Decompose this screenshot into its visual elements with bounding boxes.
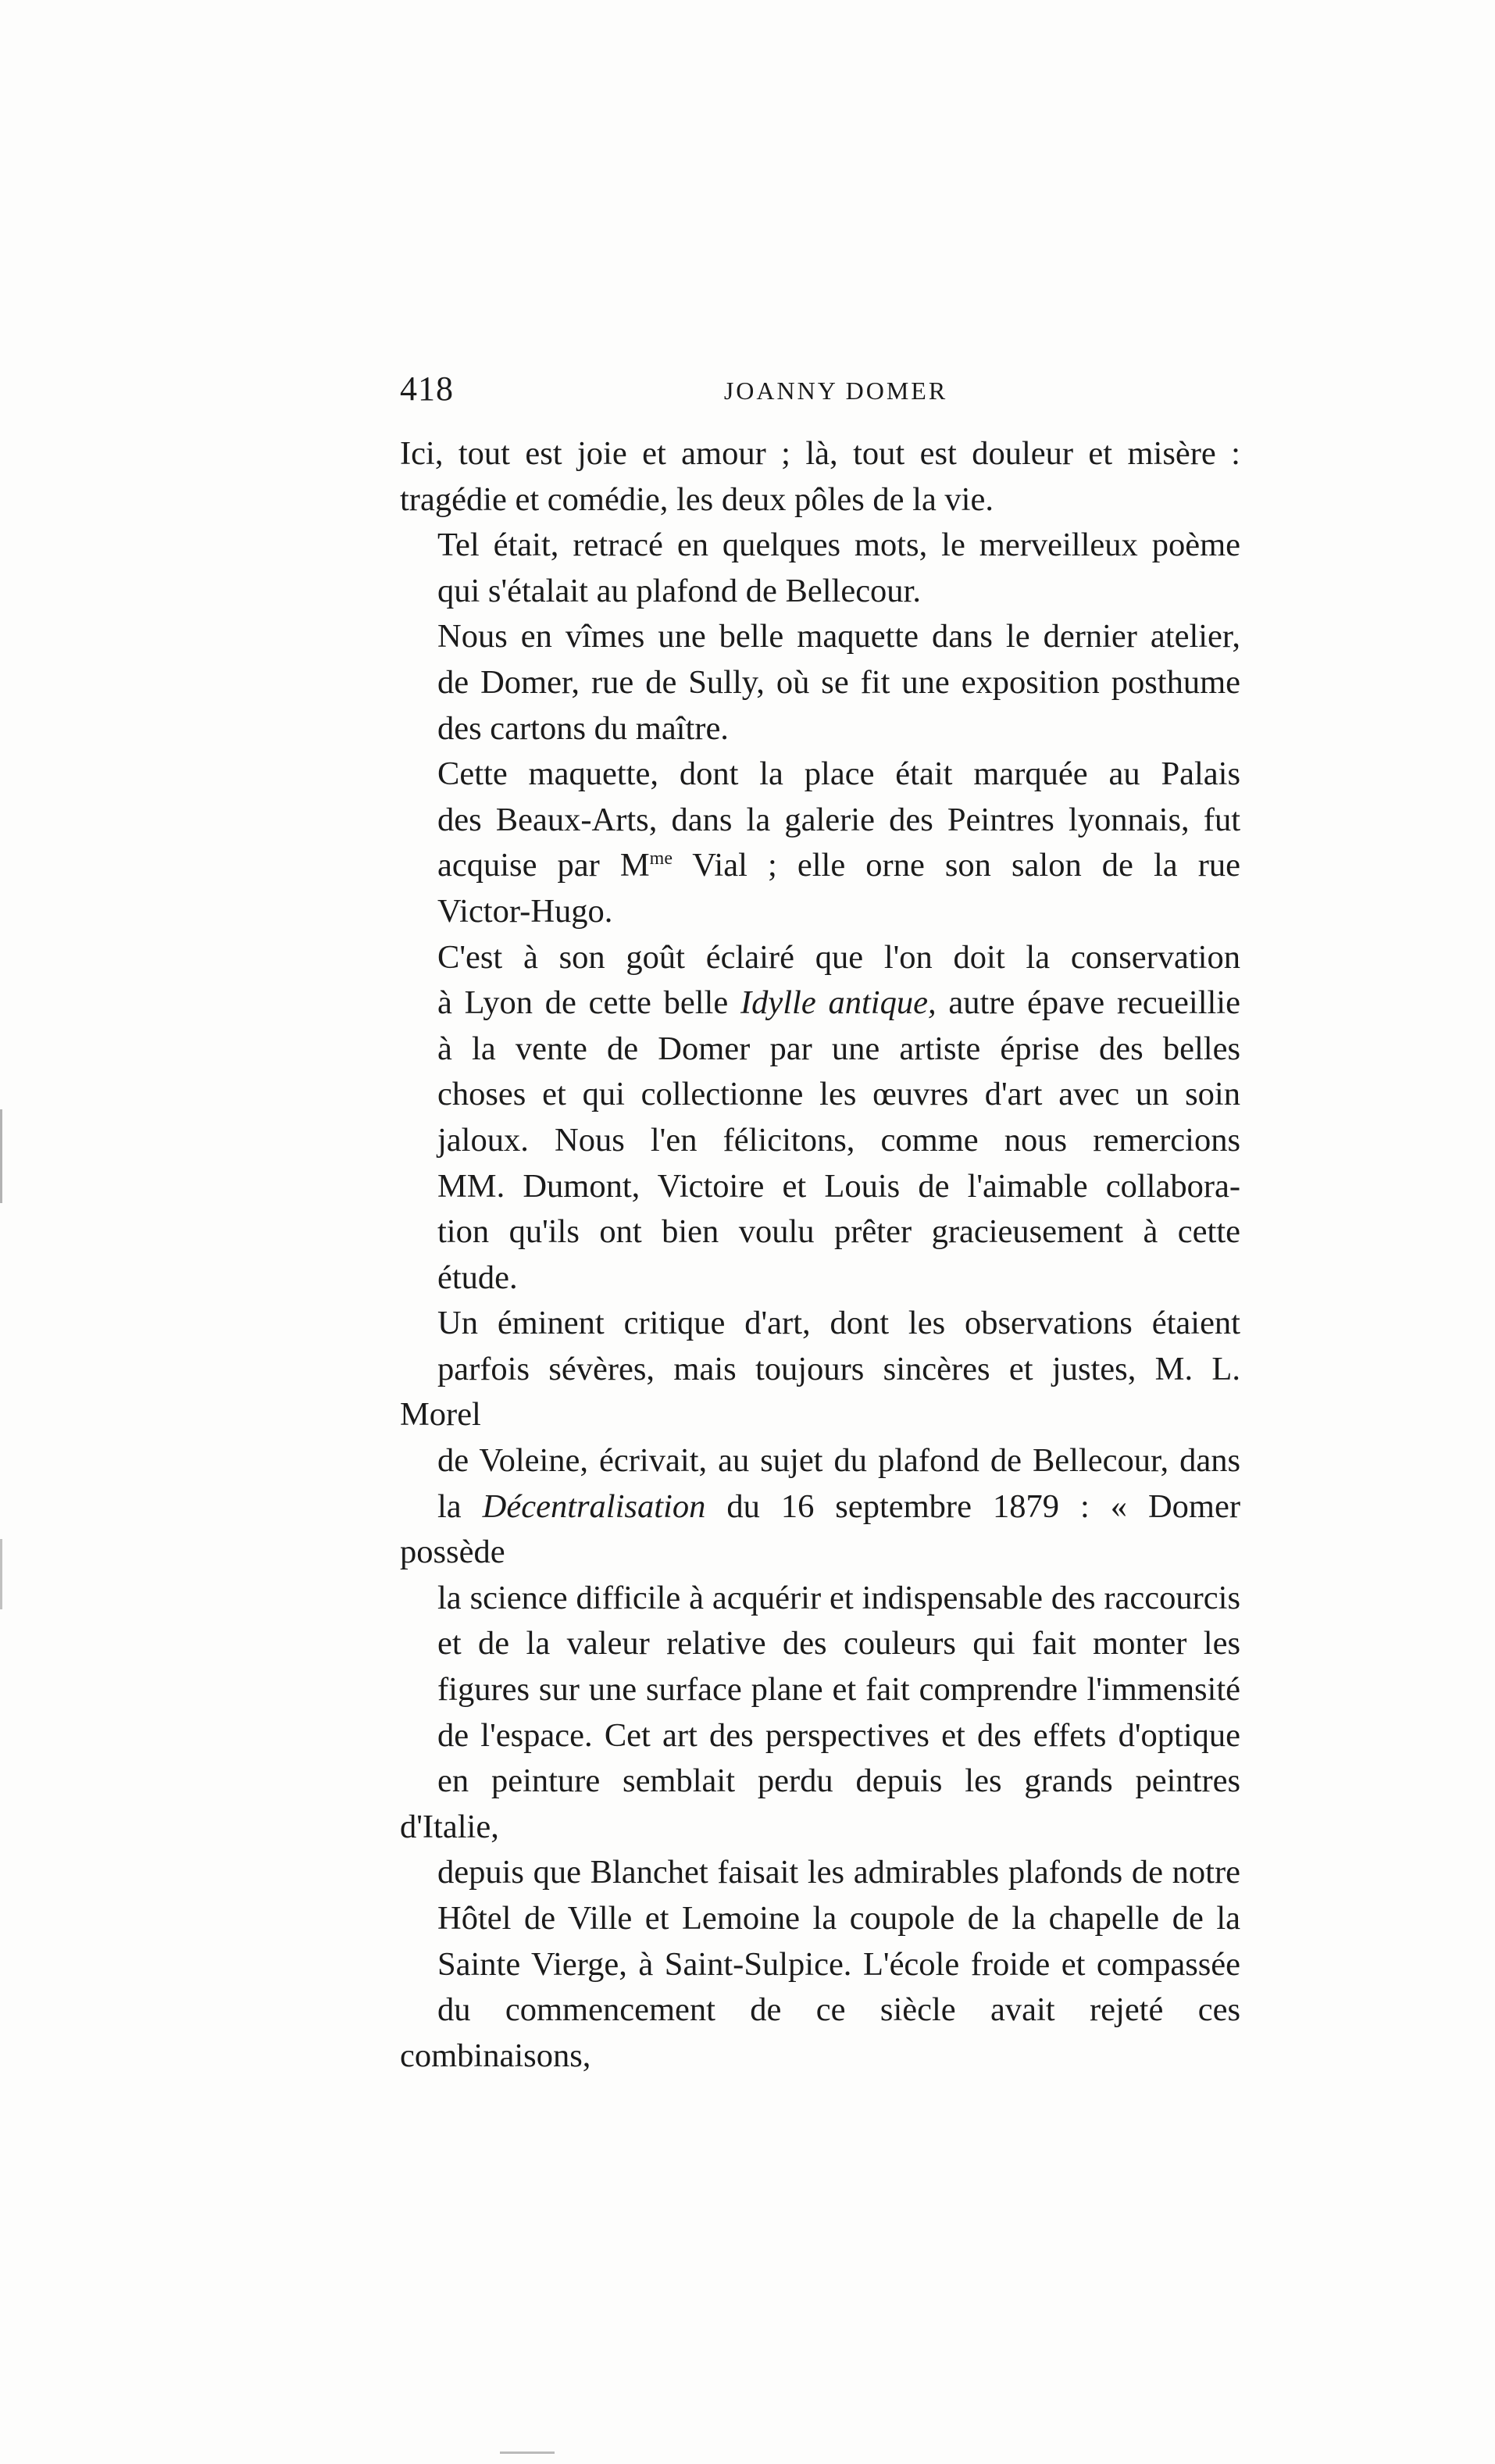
text-line: Nous en vîmes une belle maquette dans le dernier atelier, bbox=[437, 618, 1240, 655]
text-segment: Vial ; elle orne son salon de la rue bbox=[672, 847, 1240, 884]
scan-mark bbox=[0, 1109, 2, 1203]
paragraph bbox=[400, 935, 1240, 1302]
running-title: JOANNY DOMER bbox=[723, 377, 948, 405]
text-line bbox=[400, 980, 1240, 1027]
paragraph bbox=[400, 1301, 1240, 2079]
text-line: tion qu'ils ont bien voulu prêter gracieusement à cette bbox=[437, 1213, 1240, 1251]
text-line: des Beaux-Arts, dans la galerie des Peintres lyonnais, fut bbox=[437, 801, 1240, 838]
text-line: figures sur une surface plane et fait comprendre l'immensité bbox=[437, 1671, 1240, 1709]
text-line: étude. bbox=[437, 1259, 518, 1296]
text-segment: à Lyon de cette belle bbox=[437, 984, 740, 1022]
text-line: qui s'étalait au plafond de Bellecour. bbox=[437, 572, 921, 609]
italic-title: Idylle antique, bbox=[740, 984, 937, 1022]
text-line: Tel était, retracé en quelques mots, le merveilleux poème bbox=[437, 527, 1240, 564]
text-line: C'est à son goût éclairé que l'on doit la conservation bbox=[437, 938, 1240, 976]
text-line: Hôtel de Ville et Lemoine la coupole de la chapelle de la bbox=[437, 1900, 1240, 1937]
text-line bbox=[400, 843, 1240, 889]
text-line: des cartons du maître. bbox=[437, 709, 729, 747]
text-line: parfois sévères, mais toujours sincères et justes, M. L. Morel bbox=[400, 1350, 1240, 1434]
text-line: choses et qui collectionne les œuvres d'art avec un soin bbox=[437, 1076, 1240, 1113]
text-line: Victor-Hugo. bbox=[437, 892, 613, 930]
text-line: depuis que Blanchet faisait les admirables plafonds de notre bbox=[437, 1854, 1240, 1891]
text-line: MM. Dumont, Victoire et Louis de l'aimable collabora- bbox=[437, 1167, 1240, 1205]
scan-mark bbox=[500, 2452, 555, 2454]
paragraph bbox=[400, 752, 1240, 934]
running-head bbox=[400, 369, 1240, 416]
text-line: Un éminent critique d'art, dont les observations étaient bbox=[437, 1305, 1240, 1342]
scan-mark bbox=[0, 1539, 2, 1609]
text-line: et de la valeur relative des couleurs qui fait monter les bbox=[437, 1625, 1240, 1662]
body-text bbox=[400, 431, 1240, 2079]
text-line bbox=[400, 1484, 1240, 1576]
text-line: de Voleine, écrivait, au sujet du plafond de Bellecour, dans bbox=[437, 1442, 1240, 1480]
text-segment: autre épave recueillie bbox=[936, 984, 1240, 1022]
text-line: à la vente de Domer par une artiste éprise des belles bbox=[437, 1030, 1240, 1067]
text-segment: la bbox=[437, 1487, 483, 1525]
paragraph bbox=[400, 523, 1240, 614]
text-line: de l'espace. Cet art des perspectives et des effets d'optique bbox=[437, 1716, 1240, 1754]
text-line: la science difficile à acquérir et indispensable des raccourcis bbox=[437, 1579, 1240, 1616]
text-line: jaloux. Nous l'en félicitons, comme nous remercions bbox=[437, 1121, 1240, 1159]
text-line: en peinture semblait perdu depuis les grands peintres d'Italie, bbox=[400, 1762, 1240, 1845]
text-segment: acquise par M bbox=[437, 847, 650, 884]
paragraph bbox=[400, 431, 1240, 523]
page-number: 418 bbox=[400, 370, 454, 408]
text-line: Cette maquette, dont la place était marquée au Palais bbox=[437, 755, 1240, 793]
text-line: tragédie et comédie, les deux pôles de la vie. bbox=[400, 480, 994, 518]
italic-title: Décentralisation bbox=[482, 1487, 706, 1525]
text-line: du commencement de ce siècle avait rejeté ces combinaisons, bbox=[400, 1991, 1240, 2074]
paragraph bbox=[400, 614, 1240, 752]
text-line: Ici, tout est joie et amour ; là, tout est douleur et misère : bbox=[400, 435, 1240, 472]
text-line: de Domer, rue de Sully, où se fit une exposition posthume bbox=[437, 663, 1240, 701]
superscript: me bbox=[649, 848, 673, 870]
text-segment: du 16 septembre 1879 : « Domer possède bbox=[400, 1487, 1240, 1571]
text-line: Sainte Vierge, à Saint-Sulpice. L'école froide et compassée bbox=[437, 1945, 1240, 1983]
